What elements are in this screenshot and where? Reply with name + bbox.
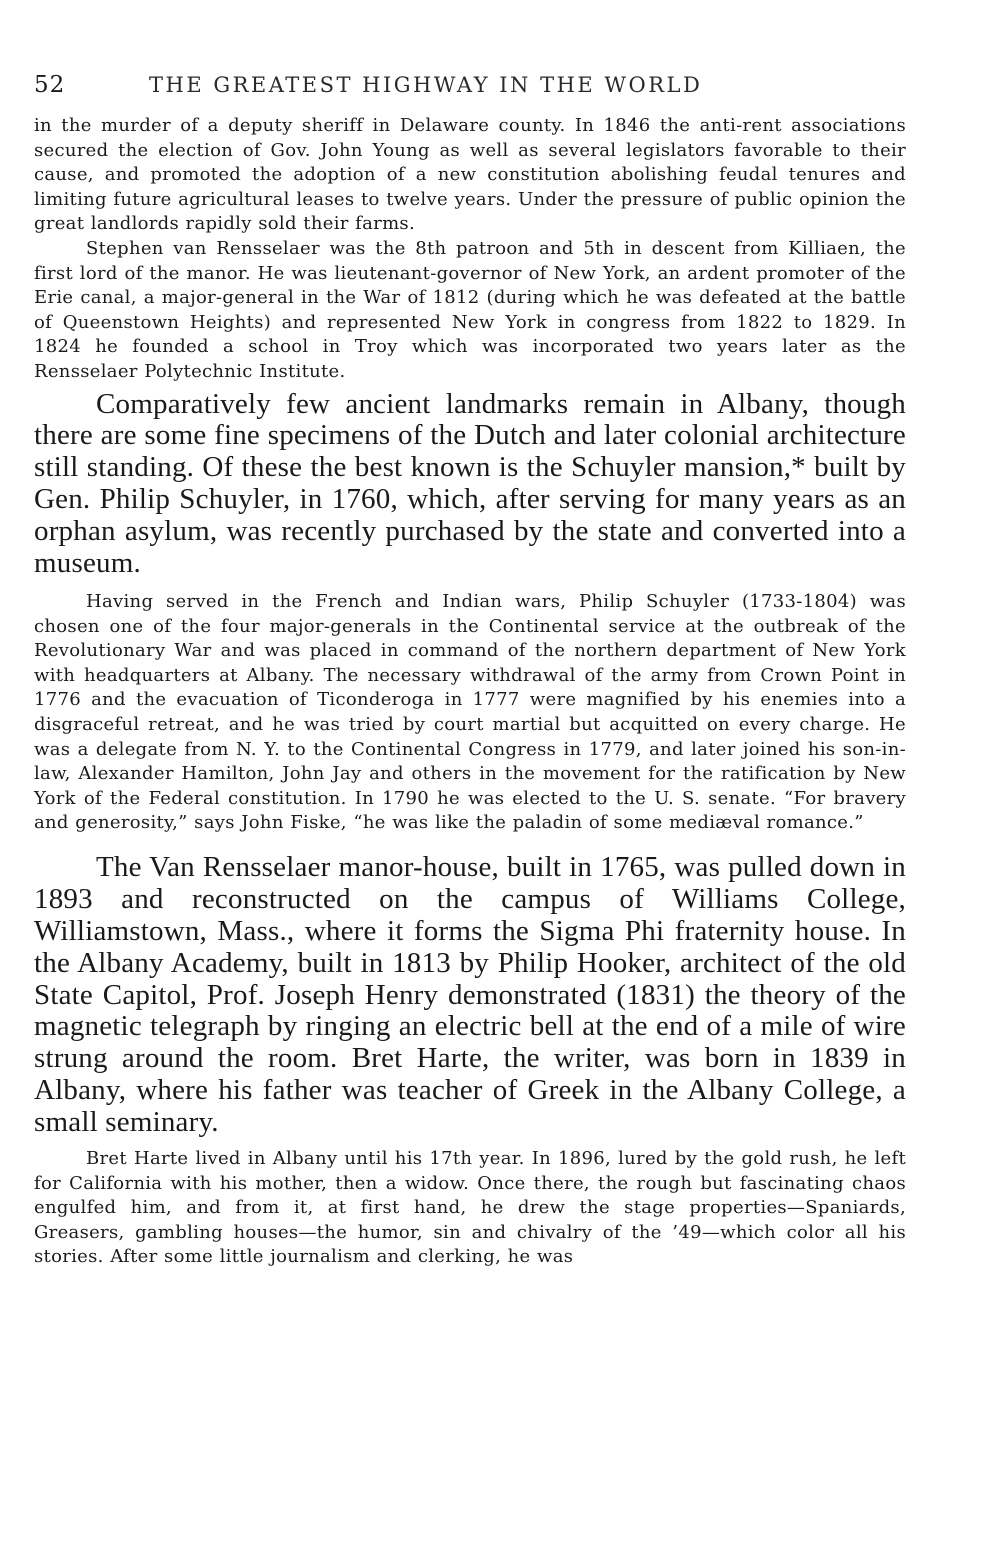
paragraph-stephen-van-rensselaer: Stephen van Rensselaer was the 8th patroon and 5th in descent from Killiaen, the first lord of the manor. He was lieutenant-governor of New York, an ardent promoter of the Erie canal, a major-general in the War of 1812 (during which he was defeated at the battle of Queenstown Heights) and represented New York in congress from 1822 to 1829. In 1824 he founded a school in Troy which was incorporated two years later as the Rensselaer Polytechnic Institute. bbox=[34, 237, 906, 382]
page-number: 52 bbox=[34, 72, 66, 98]
paragraph-van-rensselaer-manor: The Van Rensselaer manor-house, built in 1765, was pulled down in 1893 and reconstructed on the campus of Williams College, Williamstown, Mass., where it forms the Sigma Phi fraternity house. In the Albany Academy, built in 1813 by Philip Hooker, architect of the old State Capitol, Prof. Joseph Henry demonstrated (1831) the theory of the magnetic telegraph by ringing an electric bell at the end of a mile of wire strung around the room. Bret Harte, the writer, was born in 1839 in Albany, where his father was teacher of Greek in the Albany College, a small seminary. bbox=[34, 850, 906, 1139]
paragraph-philip-schuyler: Having served in the French and Indian wars, Philip Schuyler (1733-1804) was chosen one of the four major-generals in the Continental service at the outbreak of the Revolutionary War and was placed in command of the northern department of New York with headquarters at Albany. The necessary withdrawal of the army from Crown Point in 1776 and the evacuation of Ticonderoga in 1777 were magnified by his enemies into a disgraceful retreat, and he was tried by court martial but acquitted on every charge. He was a delegate from N. Y. to the Continental Congress in 1779, and later joined his son-in-law, Alexander Hamilton, John Jay and others in the movement for the ratification by New York of the Federal constitution. In 1790 he was elected to the U. S. senate. “For bravery and generosity,” says John Fiske, “he was like the paladin of some mediæval romance.” bbox=[34, 590, 906, 834]
book-title: THE GREATEST HIGHWAY IN THE WORLD bbox=[149, 73, 703, 97]
book-page bbox=[34, 72, 906, 1270]
paragraph-albany-landmarks: Comparatively few ancient landmarks remain in Albany, though there are some fine specimens of the Dutch and later colonial architecture still standing. Of these the best known is the Schuyler mansion,* built by Gen. Philip Schuyler, in 1760, which, after serving for many years as an orphan asylum, was recently purchased by the state and converted into a museum. bbox=[34, 387, 906, 580]
paragraph-anti-rent: in the murder of a deputy sheriff in Delaware county. In 1846 the anti-rent associations secured the election of Gov. John Young as well as several legislators favorable to their cause, and promoted the adoption of a new constitution abolishing feudal tenures and limiting future agricultural leases to twelve years. Under the pressure of public opinion the great landlords rapidly sold their farms. bbox=[34, 115, 906, 235]
running-head bbox=[34, 72, 906, 112]
paragraph-bret-harte: Bret Harte lived in Albany until his 17th year. In 1896, lured by the gold rush, he left for California with his mother, then a widow. Once there, the rough but fascinating chaos engulfed him, and from it, at first hand, he drew the stage properties—Spaniards, Greasers, gambling houses—the humor, sin and chivalry of the ’49—which color all his stories. After some little journalism and clerking, he was bbox=[34, 1148, 906, 1268]
